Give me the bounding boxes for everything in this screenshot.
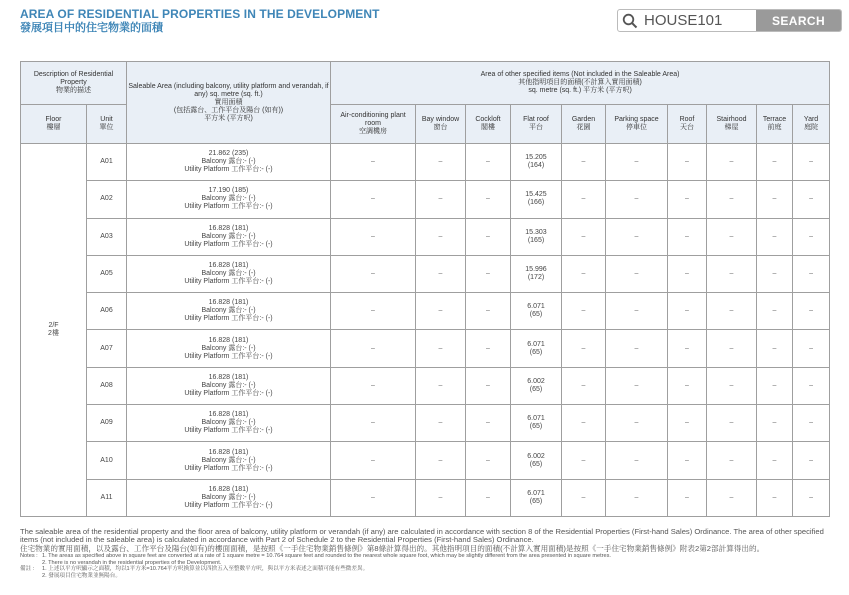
unit-column-header: Unit 單位	[87, 105, 127, 144]
empty-item-cell: –	[793, 181, 830, 218]
empty-item-cell: –	[562, 479, 606, 516]
empty-item-cell: –	[606, 442, 668, 479]
empty-item-cell: –	[668, 181, 707, 218]
empty-item-cell: –	[757, 255, 793, 292]
saleable-area-cell: 21.862 (235) Balcony 露台:- (-) Utility Platform 工作平台:- (-)	[127, 144, 331, 181]
empty-item-cell: –	[466, 442, 511, 479]
empty-item-cell: –	[707, 144, 757, 181]
flat-roof-cell: 15.205 (164)	[511, 144, 562, 181]
unit-cell: A03	[87, 218, 127, 255]
empty-item-cell: –	[707, 367, 757, 404]
flat-roof-cell: 15.425 (166)	[511, 181, 562, 218]
empty-item-cell: –	[466, 144, 511, 181]
empty-item-cell: –	[416, 144, 466, 181]
empty-item-cell: –	[606, 367, 668, 404]
empty-item-cell: –	[793, 293, 830, 330]
empty-item-cell: –	[757, 144, 793, 181]
empty-item-cell: –	[331, 330, 416, 367]
saleable-area-cell: 16.828 (181) Balcony 露台:- (-) Utility Platform 工作平台:- (-)	[127, 293, 331, 330]
empty-item-cell: –	[757, 181, 793, 218]
empty-item-cell: –	[562, 442, 606, 479]
empty-item-cell: –	[331, 255, 416, 292]
empty-item-cell: –	[757, 405, 793, 442]
empty-item-cell: –	[606, 144, 668, 181]
area-table	[20, 61, 830, 517]
empty-item-cell: –	[606, 330, 668, 367]
flat-roof-cell: 15.996 (172)	[511, 255, 562, 292]
empty-item-cell: –	[416, 218, 466, 255]
notes-label: Notes :	[20, 553, 38, 560]
note-2-chinese: 2. 發展項目住宅物業並無陽台。	[42, 573, 121, 579]
empty-item-cell: –	[606, 405, 668, 442]
unit-cell: A10	[87, 442, 127, 479]
empty-item-cell: –	[466, 293, 511, 330]
table-row	[21, 293, 830, 330]
empty-item-cell: –	[416, 367, 466, 404]
empty-item-cell: –	[466, 367, 511, 404]
empty-item-cell: –	[707, 479, 757, 516]
empty-item-cell: –	[668, 218, 707, 255]
notes-paragraph-english: The saleable area of the residential property and the floor area of balcony, utility platform or verandah (if any) are calculated in accordance with section 8 of the Residential Properties (First-hand Sales) Ordinance. The area of other specified items (not included in the saleable area) is calculated in accordance with Part 2 of Schedule 2 to the Residential Properties (First-hand Sales) Ordinance.	[20, 527, 824, 545]
empty-item-cell: –	[606, 181, 668, 218]
saleable-area-cell: 16.828 (181) Balcony 露台:- (-) Utility Platform 工作平台:- (-)	[127, 405, 331, 442]
saleable-area-cell: 16.828 (181) Balcony 露台:- (-) Utility Platform 工作平台:- (-)	[127, 218, 331, 255]
empty-item-cell: –	[757, 479, 793, 516]
item-column-header: Yard 庭院	[793, 105, 830, 144]
empty-item-cell: –	[562, 330, 606, 367]
empty-item-cell: –	[793, 367, 830, 404]
table-row	[21, 144, 830, 181]
unit-cell: A08	[87, 367, 127, 404]
flat-roof-cell: 6.071 (65)	[511, 405, 562, 442]
empty-item-cell: –	[606, 479, 668, 516]
empty-item-cell: –	[562, 405, 606, 442]
empty-item-cell: –	[416, 255, 466, 292]
empty-item-cell: –	[416, 442, 466, 479]
item-column-header: Terrace 前庭	[757, 105, 793, 144]
empty-item-cell: –	[668, 293, 707, 330]
note-1-chinese: 1. 上述以平方呎顯示之面積，均以1平方米=10.764平方呎換算並以四捨五入至整數平方呎，與以平方米表述之面積可能有些微差異。	[42, 566, 369, 573]
item-column-header: Bay window 窗台	[416, 105, 466, 144]
empty-item-cell: –	[331, 367, 416, 404]
table-row	[21, 218, 830, 255]
empty-item-cell: –	[793, 255, 830, 292]
empty-item-cell: –	[562, 218, 606, 255]
saleable-area-cell: 16.828 (181) Balcony 露台:- (-) Utility Platform 工作平台:- (-)	[127, 442, 331, 479]
empty-item-cell: –	[668, 405, 707, 442]
unit-cell: A02	[87, 181, 127, 218]
table-row	[21, 330, 830, 367]
remarks-label: 備註 :	[20, 566, 35, 573]
empty-item-cell: –	[331, 442, 416, 479]
item-column-header: Garden 花園	[562, 105, 606, 144]
description-header: Description of Residential Property 物業的描述	[21, 62, 127, 105]
empty-item-cell: –	[562, 144, 606, 181]
empty-item-cell: –	[466, 255, 511, 292]
floor-cell: 2/F 2樓	[21, 144, 87, 517]
empty-item-cell: –	[668, 479, 707, 516]
empty-item-cell: –	[668, 330, 707, 367]
saleable-area-cell: 17.190 (185) Balcony 露台:- (-) Utility Platform 工作平台:- (-)	[127, 181, 331, 218]
empty-item-cell: –	[757, 218, 793, 255]
empty-item-cell: –	[466, 405, 511, 442]
flat-roof-cell: 15.303 (165)	[511, 218, 562, 255]
empty-item-cell: –	[793, 405, 830, 442]
notes-section	[20, 528, 832, 580]
empty-item-cell: –	[562, 255, 606, 292]
empty-item-cell: –	[793, 442, 830, 479]
empty-item-cell: –	[707, 330, 757, 367]
flat-roof-cell: 6.002 (65)	[511, 367, 562, 404]
empty-item-cell: –	[793, 144, 830, 181]
empty-item-cell: –	[707, 255, 757, 292]
page-title-chinese: 發展項目中的住宅物業的面積	[20, 22, 163, 34]
empty-item-cell: –	[562, 293, 606, 330]
search-icon[interactable]	[618, 10, 642, 31]
empty-item-cell: –	[416, 405, 466, 442]
empty-item-cell: –	[793, 330, 830, 367]
item-column-header: Flat roof 平台	[511, 105, 562, 144]
search-button[interactable]: SEARCH	[756, 10, 841, 31]
empty-item-cell: –	[707, 442, 757, 479]
item-column-header: Air-conditioning plant room 空調機房	[331, 105, 416, 144]
notes-paragraph-chinese: 住宅物業的實用面積，以及露台、工作平台及陽台(如有)的樓面面積，是按照《一手住宅物業銷售條例》第8條計算得出的。其他指明項目的面積(不計算入實用面積)是按照《一手住宅物業銷售條例》附表2第2部計算得出的。	[20, 543, 765, 553]
item-column-header: Stairhood 梯屋	[707, 105, 757, 144]
empty-item-cell: –	[707, 181, 757, 218]
item-column-header: Parking space 停車位	[606, 105, 668, 144]
empty-item-cell: –	[757, 367, 793, 404]
floor-column-header: Floor 樓層	[21, 105, 87, 144]
item-column-header: Roof 天台	[668, 105, 707, 144]
empty-item-cell: –	[331, 405, 416, 442]
empty-item-cell: –	[668, 442, 707, 479]
empty-item-cell: –	[606, 255, 668, 292]
other-items-header: Area of other specified items (Not included in the Saleable Area) 其他指明項目的面積(不計算入實用面積) sq. metre (sq. ft.) 平方米 (平方呎)	[331, 62, 830, 105]
table-row	[21, 442, 830, 479]
saleable-area-cell: 16.828 (181) Balcony 露台:- (-) Utility Platform 工作平台:- (-)	[127, 367, 331, 404]
empty-item-cell: –	[562, 181, 606, 218]
table-row	[21, 181, 830, 218]
saleable-area-cell: 16.828 (181) Balcony 露台:- (-) Utility Platform 工作平台:- (-)	[127, 479, 331, 516]
empty-item-cell: –	[793, 479, 830, 516]
empty-item-cell: –	[331, 218, 416, 255]
note-1-english: 1. The areas as specified above in square feet are converted at a rate of 1 square metre = 10.764 square feet and rounded to the nearest whole square foot, which may be slightly different from the area presented in square metres.	[42, 553, 611, 560]
empty-item-cell: –	[416, 330, 466, 367]
saleable-area-header: Saleable Area (including balcony, utility platform and verandah, if any) sq. metre (sq. ft.) 實用面積 (包括露台、工作平台及陽台 (如有)) 平方米 (平方呎)	[127, 62, 331, 144]
unit-cell: A05	[87, 255, 127, 292]
note-2-english: 2. There is no verandah in the residential properties of the Development.	[42, 559, 222, 566]
search-input[interactable]	[642, 10, 756, 31]
empty-item-cell: –	[331, 479, 416, 516]
page-title: AREA OF RESIDENTIAL PROPERTIES IN THE DEVELOPMENT	[20, 7, 380, 21]
empty-item-cell: –	[757, 442, 793, 479]
empty-item-cell: –	[606, 293, 668, 330]
unit-cell: A11	[87, 479, 127, 516]
unit-cell: A01	[87, 144, 127, 181]
empty-item-cell: –	[757, 330, 793, 367]
empty-item-cell: –	[562, 367, 606, 404]
empty-item-cell: –	[416, 293, 466, 330]
empty-item-cell: –	[466, 218, 511, 255]
empty-item-cell: –	[466, 330, 511, 367]
search-bar	[617, 9, 842, 32]
empty-item-cell: –	[707, 405, 757, 442]
empty-item-cell: –	[707, 218, 757, 255]
table-row	[21, 367, 830, 404]
empty-item-cell: –	[793, 218, 830, 255]
empty-item-cell: –	[331, 144, 416, 181]
unit-cell: A09	[87, 405, 127, 442]
table-row	[21, 405, 830, 442]
empty-item-cell: –	[668, 367, 707, 404]
saleable-area-cell: 16.828 (181) Balcony 露台:- (-) Utility Platform 工作平台:- (-)	[127, 330, 331, 367]
saleable-area-cell: 16.828 (181) Balcony 露台:- (-) Utility Platform 工作平台:- (-)	[127, 255, 331, 292]
flat-roof-cell: 6.071 (65)	[511, 293, 562, 330]
flat-roof-cell: 6.071 (65)	[511, 330, 562, 367]
table-row	[21, 255, 830, 292]
empty-item-cell: –	[707, 293, 757, 330]
empty-item-cell: –	[331, 181, 416, 218]
unit-cell: A07	[87, 330, 127, 367]
empty-item-cell: –	[668, 144, 707, 181]
empty-item-cell: –	[757, 293, 793, 330]
empty-item-cell: –	[466, 479, 511, 516]
empty-item-cell: –	[331, 293, 416, 330]
item-column-header: Cockloft 閣樓	[466, 105, 511, 144]
empty-item-cell: –	[416, 479, 466, 516]
empty-item-cell: –	[416, 181, 466, 218]
table-row	[21, 479, 830, 516]
flat-roof-cell: 6.071 (65)	[511, 479, 562, 516]
empty-item-cell: –	[606, 218, 668, 255]
empty-item-cell: –	[466, 181, 511, 218]
empty-item-cell: –	[668, 255, 707, 292]
flat-roof-cell: 6.002 (65)	[511, 442, 562, 479]
unit-cell: A06	[87, 293, 127, 330]
